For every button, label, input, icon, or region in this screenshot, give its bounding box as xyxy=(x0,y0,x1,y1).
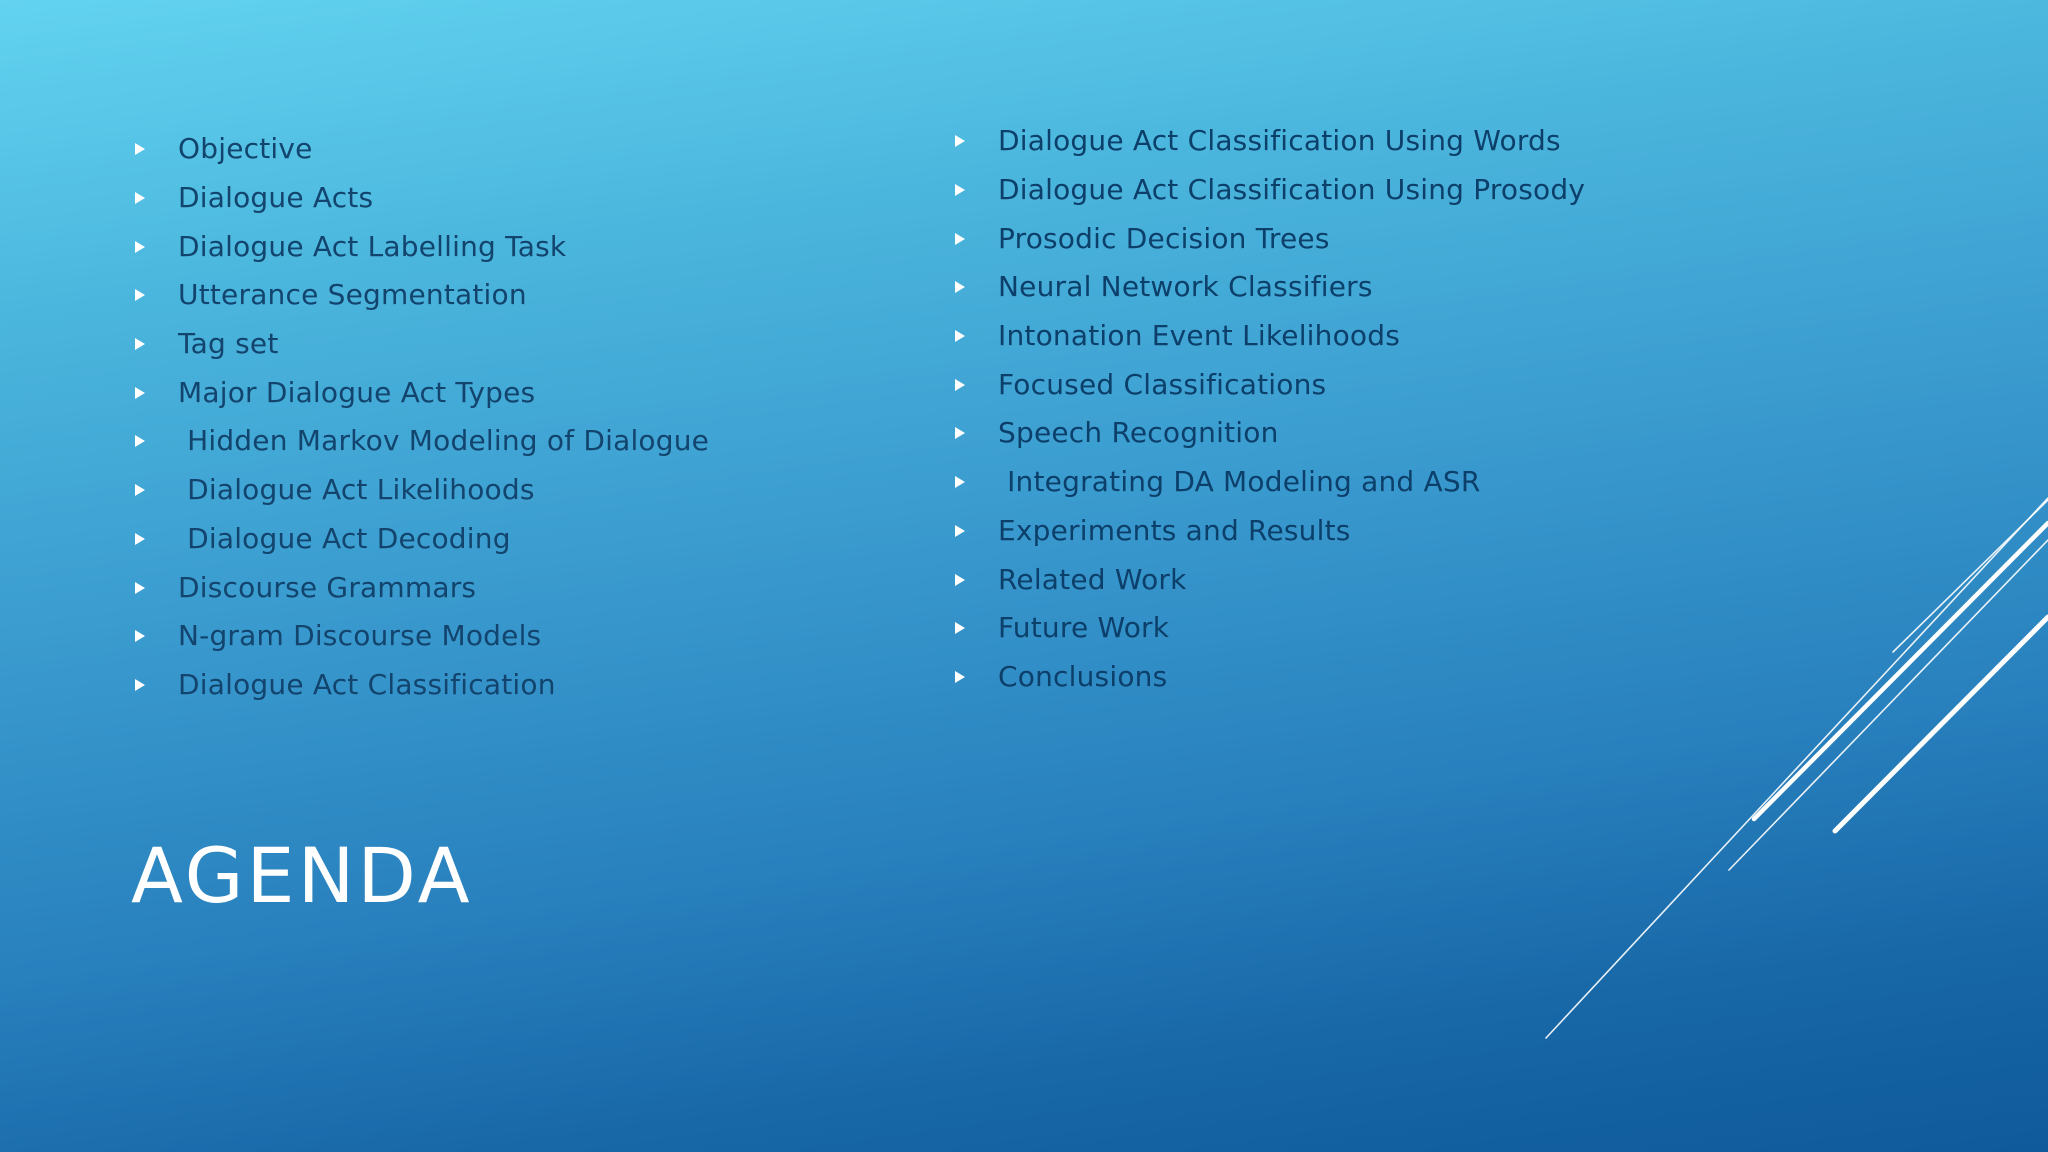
agenda-item xyxy=(954,458,1854,507)
agenda-item-label: Intonation Event Likelihoods xyxy=(998,319,1401,353)
agenda-list-right xyxy=(954,117,1854,701)
triangle-right-icon xyxy=(955,281,965,293)
triangle-right-icon xyxy=(135,679,145,691)
agenda-item xyxy=(134,466,954,515)
agenda-item-label: Objective xyxy=(178,132,313,166)
agenda-item xyxy=(954,409,1854,458)
agenda-item-label: Speech Recognition xyxy=(998,416,1279,450)
agenda-item xyxy=(134,125,954,174)
agenda-item xyxy=(954,653,1854,702)
triangle-right-icon xyxy=(955,476,965,488)
agenda-item xyxy=(134,612,954,661)
triangle-right-icon xyxy=(135,338,145,350)
agenda-item xyxy=(954,166,1854,215)
agenda-item xyxy=(954,117,1854,166)
agenda-item xyxy=(134,661,954,710)
agenda-item xyxy=(954,555,1854,604)
decorative-line xyxy=(1893,500,2048,652)
triangle-right-icon xyxy=(135,630,145,642)
agenda-item xyxy=(954,507,1854,556)
agenda-item-label: Dialogue Act Decoding xyxy=(178,521,511,555)
triangle-right-icon xyxy=(955,184,965,196)
agenda-item-label: Related Work xyxy=(998,562,1187,596)
triangle-right-icon xyxy=(955,135,965,147)
triangle-right-icon xyxy=(135,143,145,155)
agenda-item xyxy=(954,214,1854,263)
agenda-item-label: Dialogue Acts xyxy=(178,181,374,215)
agenda-item-label: Dialogue Act Classification Using Prosody xyxy=(998,173,1586,207)
triangle-right-icon xyxy=(955,427,965,439)
triangle-right-icon xyxy=(135,582,145,594)
triangle-right-icon xyxy=(955,379,965,391)
agenda-item xyxy=(134,320,954,369)
agenda-item-label: Future Work xyxy=(998,611,1170,645)
agenda-item-label: Utterance Segmentation xyxy=(178,278,527,312)
agenda-item xyxy=(954,604,1854,653)
agenda-item xyxy=(134,174,954,223)
triangle-right-icon xyxy=(135,484,145,496)
agenda-item-label: Conclusions xyxy=(998,659,1168,693)
agenda-item-label: Discourse Grammars xyxy=(178,570,477,604)
agenda-item xyxy=(954,360,1854,409)
agenda-item xyxy=(954,312,1854,361)
triangle-right-icon xyxy=(135,289,145,301)
triangle-right-icon xyxy=(955,622,965,634)
agenda-list-left xyxy=(134,125,954,709)
agenda-item-label: Tag set xyxy=(178,327,279,361)
triangle-right-icon xyxy=(135,387,145,399)
agenda-item xyxy=(954,263,1854,312)
agenda-item xyxy=(134,417,954,466)
agenda-item xyxy=(134,563,954,612)
agenda-item xyxy=(134,515,954,564)
agenda-item-label: Dialogue Act Classification xyxy=(178,667,556,701)
agenda-item xyxy=(134,222,954,271)
agenda-item-label: N-gram Discourse Models xyxy=(178,619,542,653)
agenda-item-label: Experiments and Results xyxy=(998,513,1351,547)
agenda-item-label: Major Dialogue Act Types xyxy=(178,375,536,409)
triangle-right-icon xyxy=(135,192,145,204)
agenda-item-label: Dialogue Act Likelihoods xyxy=(178,473,535,507)
triangle-right-icon xyxy=(135,241,145,253)
agenda-item-label: Prosodic Decision Trees xyxy=(998,221,1330,255)
agenda-item xyxy=(134,368,954,417)
agenda-item-label: Focused Classifications xyxy=(998,367,1327,401)
triangle-right-icon xyxy=(135,435,145,447)
agenda-item xyxy=(134,271,954,320)
triangle-right-icon xyxy=(955,525,965,537)
agenda-item-label: Integrating DA Modeling and ASR xyxy=(998,465,1481,499)
agenda-item-label: Neural Network Classifiers xyxy=(998,270,1373,304)
triangle-right-icon xyxy=(955,671,965,683)
triangle-right-icon xyxy=(955,330,965,342)
triangle-right-icon xyxy=(135,533,145,545)
triangle-right-icon xyxy=(955,233,965,245)
agenda-item-label: Dialogue Act Labelling Task xyxy=(178,229,567,263)
slide-title: AGENDA xyxy=(131,831,473,920)
agenda-item-label: Dialogue Act Classification Using Words xyxy=(998,124,1561,158)
triangle-right-icon xyxy=(955,574,965,586)
agenda-item-label: Hidden Markov Modeling of Dialogue xyxy=(178,424,710,458)
decorative-line xyxy=(1835,617,2048,831)
